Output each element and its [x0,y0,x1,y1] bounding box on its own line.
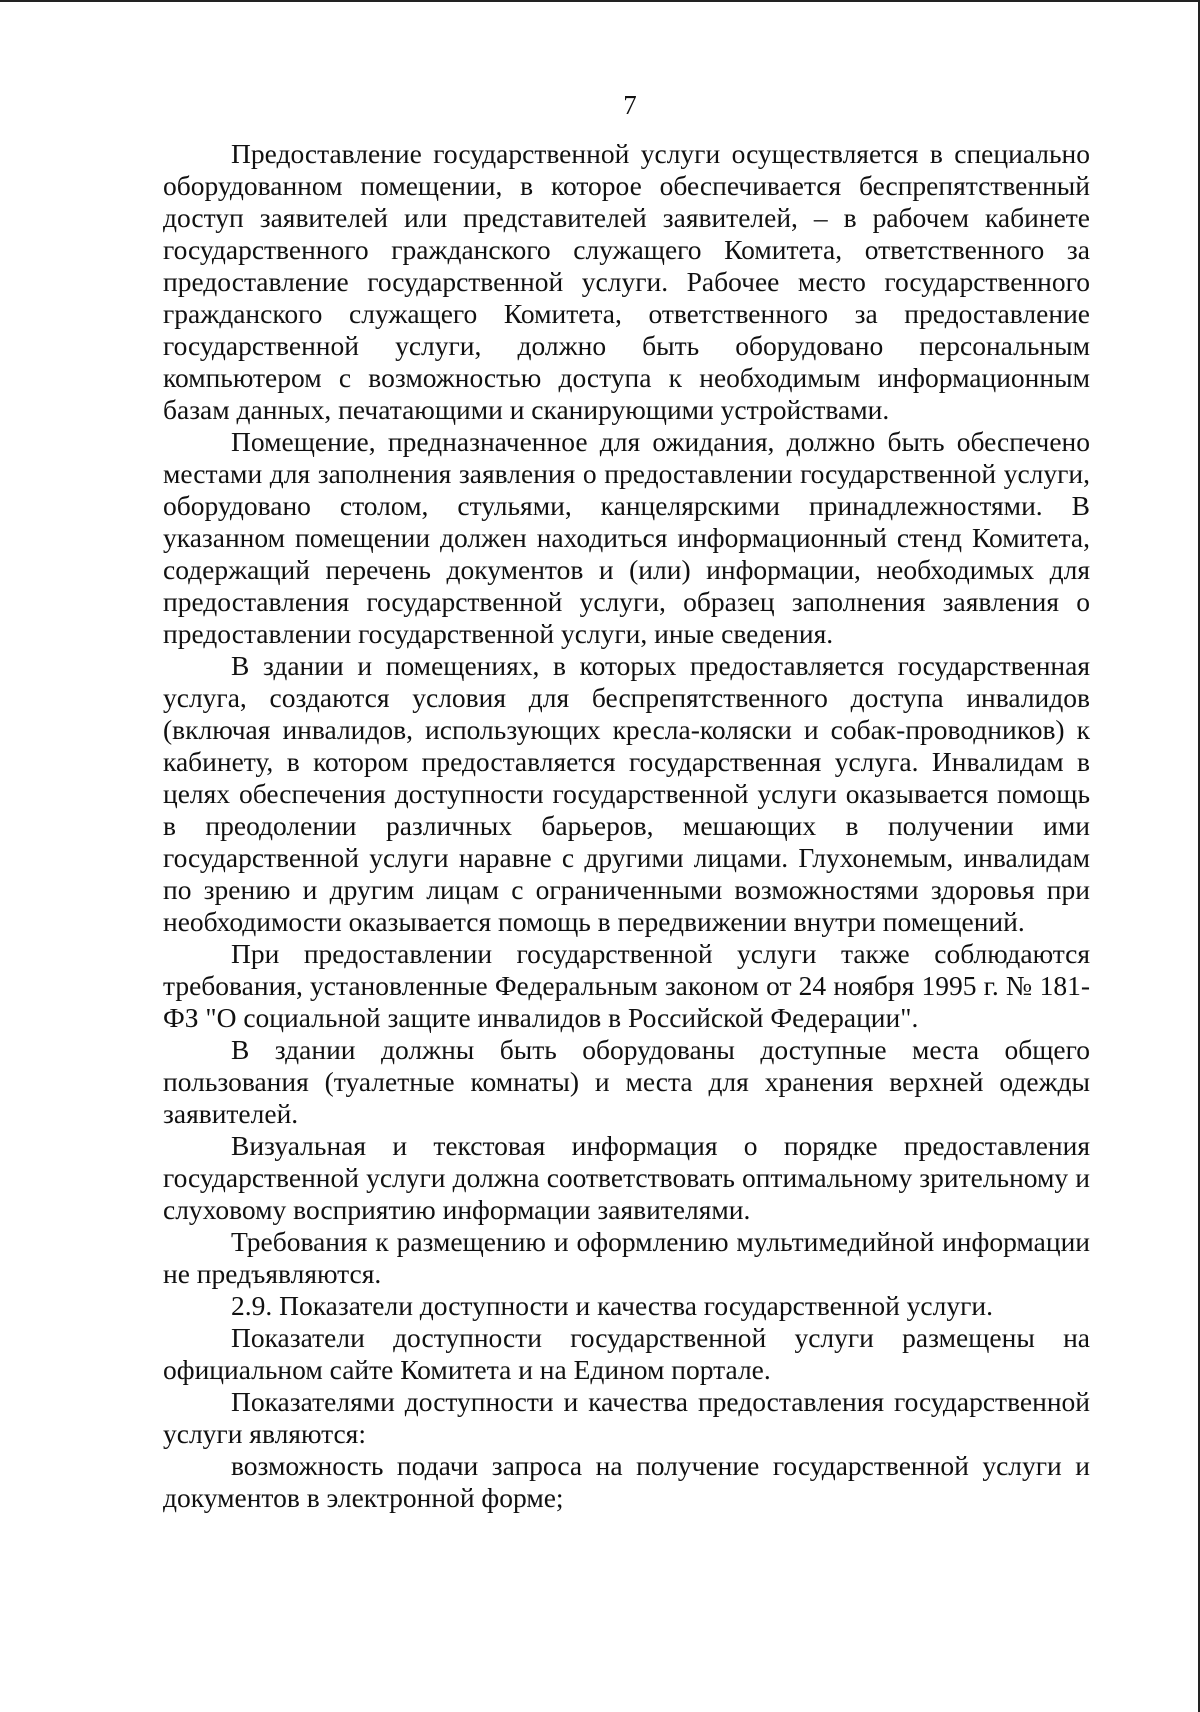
paragraph-quality-indicators: Показателями доступности и качества предоставления государственной услуги являются: [163,1386,1090,1449]
paragraph-service-premises: Предоставление государственной услуги осуществляется в специально оборудованном помещении, в которое обеспечивается беспрепятственный доступ заявителей или представителей заявителей, – в рабочем кабинете государственного гражданского служащего Комитета, ответственного за предоставление государственной услуги. Рабочее место государственного гражданского служащего Комитета, ответственного за предоставление государственной услуги, должно быть оборудовано персональным компьютером с возможностью доступа к необходимым информационным базам данных, печатающими и сканирующими устройствами. [163,138,1090,425]
paragraph-public-facilities: В здании должны быть оборудованы доступные места общего пользования (туалетные комнаты) и места для хранения верхней одежды заявителей. [163,1034,1090,1129]
paragraph-accessibility-indicators: Показатели доступности государственной услуги размещены на официальном сайте Комитета и на Едином портале. [163,1322,1090,1385]
paragraph-waiting-room: Помещение, предназначенное для ожидания, должно быть обеспечено местами для заполнения заявления о предоставлении государственной услуги, оборудовано столом, стульями, канцелярскими принадлежностями. В указанном помещении должен находиться информационный стенд Комитета, содержащий перечень документов и (или) информации, необходимых для предоставления государственной услуги, образец заполнения заявления о предоставлении государственной услуги, иные сведения. [163,426,1090,649]
paragraph-federal-law: При предоставлении государственной услуги также соблюдаются требования, установленные Федеральным законом от 24 ноября 1995 г. № 181-ФЗ "О социальной защите инвалидов в Российской Федерации". [163,938,1090,1033]
document-body [163,138,1090,1514]
paragraph-electronic-submission: возможность подачи запроса на получение государственной услуги и документов в электронной форме; [163,1450,1090,1513]
page-number: 7 [623,90,637,120]
paragraph-disabled-access: В здании и помещениях, в которых предоставляется государственная услуга, создаются условия для беспрепятственного доступа инвалидов (включая инвалидов, использующих кресла-коляски и собак-проводников) к кабинету, в котором предоставляется государственная услуга. Инвалидам в целях обеспечения доступности государственной услуги оказывается помощь в преодолении различных барьеров, мешающих в получении ими государственной услуги наравне с другими лицами. Глухонемым, инвалидам по зрению и другим лицам с ограниченными возможностями здоровья при необходимости оказывается помощь в передвижении внутри помещений. [163,650,1090,937]
section-heading-2-9: 2.9. Показатели доступности и качества государственной услуги. [231,1290,993,1321]
paragraph-visual-info: Визуальная и текстовая информация о порядке предоставления государственной услуги должна соответствовать оптимальному зрительному и слуховому восприятию информации заявителями. [163,1130,1090,1225]
paragraph-multimedia: Требования к размещению и оформлению мультимедийной информации не предъявляются. [163,1226,1090,1289]
